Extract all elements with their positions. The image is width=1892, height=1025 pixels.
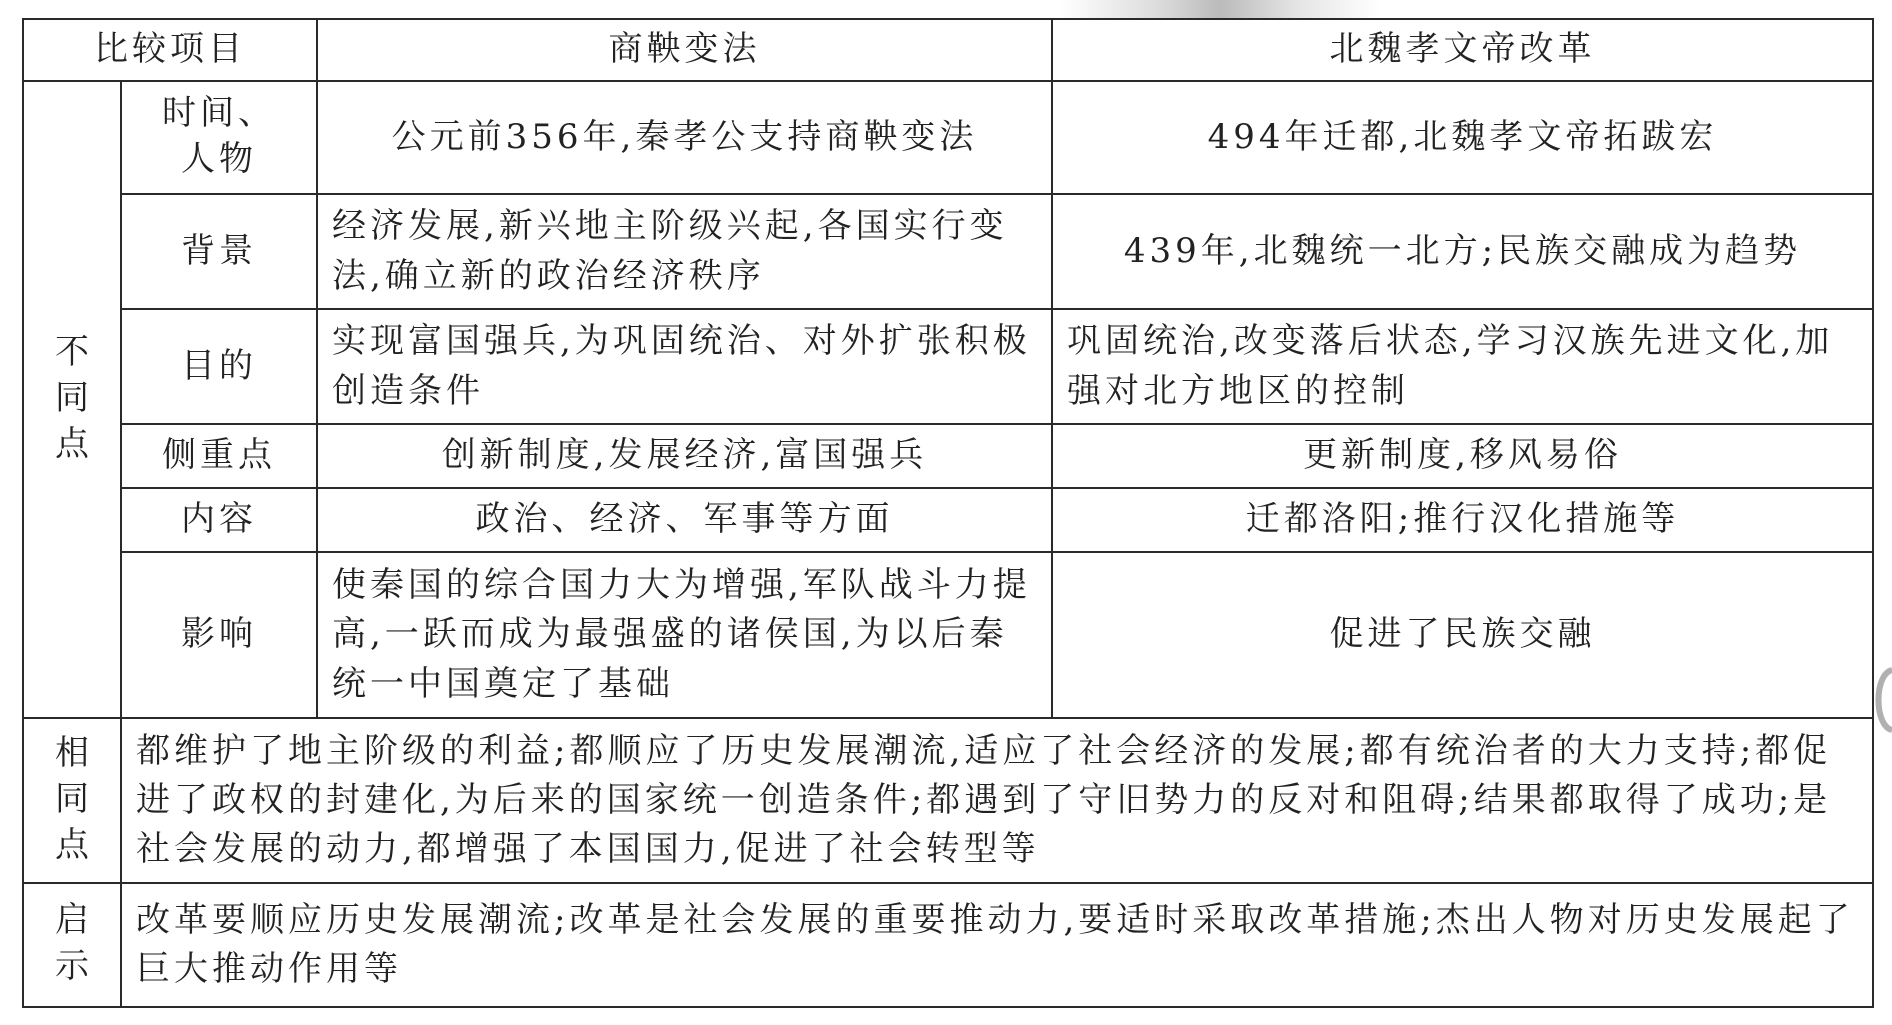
row-label: 目的 bbox=[121, 309, 317, 424]
insight-row bbox=[23, 883, 1873, 1007]
table-row bbox=[23, 81, 1873, 194]
top-edge-photo-fragment bbox=[1060, 0, 1380, 18]
row-label: 时间、人物 bbox=[121, 81, 317, 194]
row-xiaowen-cell: 巩固统治,改变落后状态,学习汉族先进文化,加强对北方地区的控制 bbox=[1052, 309, 1873, 424]
table-row bbox=[23, 309, 1873, 424]
same-group-label: 相同点 bbox=[23, 718, 121, 883]
row-label: 影响 bbox=[121, 552, 317, 718]
header-shang-yang-cell: 商鞅变法 bbox=[317, 19, 1052, 81]
row-shang-yang-cell: 政治、经济、军事等方面 bbox=[317, 488, 1052, 552]
insight-group-label: 启示 bbox=[23, 883, 121, 1007]
row-xiaowen-cell: 更新制度,移风易俗 bbox=[1052, 424, 1873, 488]
row-label: 内容 bbox=[121, 488, 317, 552]
row-label: 侧重点 bbox=[121, 424, 317, 488]
table-row bbox=[23, 194, 1873, 309]
row-shang-yang-cell: 实现富国强兵,为巩固统治、对外扩张积极创造条件 bbox=[317, 309, 1052, 424]
insight-text: 改革要顺应历史发展潮流;改革是社会发展的重要推动力,要适时采取改革措施;杰出人物对历史发展起了巨大推动作用等 bbox=[121, 883, 1873, 1007]
row-shang-yang-cell: 经济发展,新兴地主阶级兴起,各国实行变法,确立新的政治经济秩序 bbox=[317, 194, 1052, 309]
row-shang-yang-cell: 使秦国的综合国力大为增强,军队战斗力提高,一跃而成为最强盛的诸侯国,为以后秦统一中国奠定了基础 bbox=[317, 552, 1052, 718]
row-shang-yang-cell: 公元前356年,秦孝公支持商鞅变法 bbox=[317, 81, 1052, 194]
same-points-row bbox=[23, 718, 1873, 883]
reform-comparison-table bbox=[22, 18, 1874, 1008]
table-row bbox=[23, 488, 1873, 552]
row-label: 背景 bbox=[121, 194, 317, 309]
header-xiaowen-cell: 北魏孝文帝改革 bbox=[1052, 19, 1873, 81]
row-xiaowen-cell: 迁都洛阳;推行汉化措施等 bbox=[1052, 488, 1873, 552]
header-item-cell: 比较项目 bbox=[23, 19, 317, 81]
table-row bbox=[23, 552, 1873, 718]
row-xiaowen-cell: 494年迁都,北魏孝文帝拓跋宏 bbox=[1052, 81, 1873, 194]
same-points-text: 都维护了地主阶级的利益;都顺应了历史发展潮流,适应了社会经济的发展;都有统治者的大力支持;都促进了政权的封建化,为后来的国家统一创造条件;都遇到了守旧势力的反对和阻碍;结果都取得了成功;是社会发展的动力,都增强了本国国力,促进了社会转型等 bbox=[121, 718, 1873, 883]
table-row bbox=[23, 424, 1873, 488]
row-shang-yang-cell: 创新制度,发展经济,富国强兵 bbox=[317, 424, 1052, 488]
diff-group-label: 不同点 bbox=[23, 81, 121, 718]
row-xiaowen-cell: 439年,北魏统一北方;民族交融成为趋势 bbox=[1052, 194, 1873, 309]
header-row bbox=[23, 19, 1873, 81]
row-xiaowen-cell: 促进了民族交融 bbox=[1052, 552, 1873, 718]
